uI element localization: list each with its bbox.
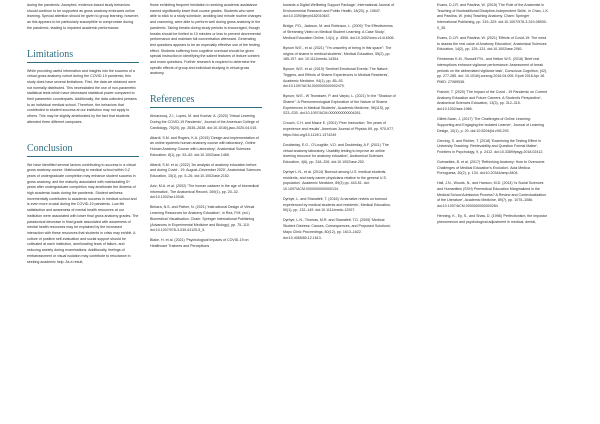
reference-entry: Friedeman K.M., Russell P.N., and Helton W.S. (2016) 'Brief rest interruptions enhance vigilance performance: Assessment of break periods on the abbreviated vigilance task', Conscious Cognition, (42), pp. 277-285. doi: 10.1016/j.concog.2016.04.005. Epub 2016 Apr 16. PMID: 27089538. (437, 57, 548, 85)
reference-entry: Crouch, C.H. and Mazur E. (2001) 'Peer Instruction: Ten years of experience and results', American Journal of Physics 69, pp. 970-977, https://doi.org/10.1119/1.1374249 (283, 121, 395, 137)
column-1 (27, 3, 139, 265)
reference-entry: Dyrbye L.N., et al. (2014) 'Burnout among U.S. medical students, residents, and early career physicians relative to the general U.S. population', Academic Medicine, 89(3) pp. 443-51. doi: 10.1097/ACM.0000000000000134. (283, 169, 387, 192)
reference-entry: Bridge, P.D., Jackson, M. and Robinson, L. (2009) 'The Effectiveness of Streaming Video on Medical Student Learning: A Case Study', Medical Education Online, 14(1), p. 4506. doi:10.3402/meo.v14i.4506. (283, 24, 395, 40)
reference-entry: Evans, D.J.R. and Pawlina, W. (2021) 'Effects of Covid-19: The need to assess the real value of Anatomy Education', Anatomical Sciences Education, 14(2), pp. 129–131. doi:10.1002/ase.2061. (437, 35, 547, 52)
reference-entry: Bynum, W.E., W Teunissen, P. and Varpio, L. (2021) 'In the "Shadow of Shame": A Phenomenological Exploration of the Nature of Shame Experiences in Medical Students', Academic Medicine, 96(11S), pp. S23–S30. doi:10.1097/ACM.0000000000004261. (283, 94, 396, 116)
heading-rule (27, 62, 139, 63)
reference-entry: Aziz, M.A. et al. (2002) 'The human cadaver in the age of biomedical informatics', The Anatomical Record, 269(1), pp. 20–32. doi:10.1002/ar.10046. (150, 184, 259, 200)
reference-entry: Guimarães, B. et al. (2017) 'Rethinking Anatomy: How to Overcome Challenges of Medical Education's Evolution', Acta Médica Portuguesa, 30(2), p. 134. doi:10.20344/amp.8404. (437, 159, 545, 176)
column-3 (283, 3, 396, 246)
reference-entry: Henning, K., Ey, S., and Shaw, D. (1998) 'Perfectionism, the impostor phenomenon and psychological adjustment in medical, dental, (437, 214, 548, 224)
heading-rule (150, 107, 262, 108)
reference-entry: Attardi, S.M. et al. (2022) 'An analysis of anatomy education before and during Covid - 19: August–December 2020', Anatomical Sciences Education, 15(1), pp. 5–26. doi:10.1002/ase.2152. (150, 162, 261, 179)
reference-entry: Doubleday, E.G., O'Loughlin, V.D. and Doubleday, A.F. (2011) 'The virtual anatomy laboratory: Usability testing to improve an online learning resource for anatomy education', Anatomical Sciences Education, 4(6), pp. 318–326. doi:10.1002/ase.252. (283, 142, 389, 164)
reference-entry: Bynum W.E., et al. (2021) '"I'm unworthy of being in this space": The origins of shame in medical students', Medical Education, 55(2), pp. 185-197. doi: 10.1111/medu.14354. (283, 45, 392, 62)
reference-entry: Blake, H. et al. (2021) 'Psychological Impacts of COVID-19 on Healthcare Trainees and Perceptions (150, 238, 249, 248)
column-2 (150, 3, 262, 254)
reference-entry: Almarzooq, Z.I., Lopes, M. and Kochar, A. (2020) 'Virtual Learning During the COVID-19 Pandemic', Journal of the American College of Cardiology, 75(20), pp. 2635–2638. doi:10.1016/j.jacc.2020.04.015. (150, 114, 259, 130)
reference-entry: towards a Digital Wellbeing Support Package', International Journal of Environmental Research and Public Health, 18(20), p. 10647. doi:10.3390/ijerph182010647. (283, 3, 395, 19)
section-heading-limitations: Limitations (27, 48, 74, 60)
section-heading-references: References (150, 94, 195, 106)
paragraph-intro: during the pandemic. Accepted, evidence-based study behaviors should continue to be supported as gross anatomy embraces online learning. Special attention should be given to group learning, however, as this appears to be particularly susceptible to compromise during the pandemic, leading to impaired academic performance. (27, 3, 139, 30)
section-heading-conclusion: Conclusion (27, 142, 73, 154)
reference-entry: Birbara, N.S. and Pather, N. (2021) 'Instructional Design of Virtual Learning Resources for Anatomy Education', in Rea, P.M. (ed.) Biomedical Visualisation. Cham: Springer International Publishing (Advances in Experimental Medicine and Biology), pp. 75–110. doi:10.1007/978-3-030-61125-5_5. (150, 205, 255, 233)
reference-entry: Franchi, T. (2020) 'The Impact of the Covid - 19 Pandemic on Current Anatomy Education and Future Careers: A Student's Perspective', Anatomical Sciences Education, 13(3), pp. 312–315. doi:10.1002/ase.1966. (437, 90, 548, 112)
paragraph-limitations: While providing useful information and insights into the success of a virtual gross anatomy cohort during the COVID-19 pandemic, this study does have several limitations. First, the data we obtained were not normally distributed. This necessitated the use of non-parametric statistical tests which have decreased statistical power compared to their parametric counterparts. Additionally, the data collected pertains to an individual medical school. Therefore, the behaviors that contributed to student success at our institution may not apply to others. This may be slightly ameliorated by the fact that students attended three different campuses. (27, 68, 137, 124)
heading-rule (27, 156, 139, 157)
reference-entry: Greving, S. and Richter, T. (2018) 'Examining the Testing Effect in University Teaching: Retrievability and Question Format Matter', Frontiers in Psychology, 9, p. 2412. doi:10.3389/fpsyg.2018.02412. (437, 138, 544, 154)
reference-entry: Hall, J.N., Woods, N., and Hanson, M.D. (2014) 'Is Social Sciences and Humanities (SSH) Premedical Education Marginalized in the Medical School Admission Process? A Review and Contextualization of the Literature', Academic Medicine, 89(7), pp. 1075–1086. doi:10.1097/ACM.0000000000000284. (437, 181, 547, 209)
reference-entry: Dyrbye, L.N., Thomas, M.R. and Shanafelt, T.D. (2005) 'Medical Student Distress: Causes, Consequences, and Proposed Solutions', Mayo Clinic Proceedings, 80(12), pp. 1613–1622. doi:10.4065/80.12.1613. (283, 218, 392, 240)
reference-entry: Bynum, W.E. et al. (2019) 'Sentinel Emotional Events: The Nature, Triggers, and Effects of Shame Experiences in Medical Residents', Academic Medicine, 94(1), pp. 85–93. doi:10.1097/ACM.0000000000002479. (283, 67, 389, 89)
reference-entry: Attardi, S.M. and Rogers, K.A. (2015) 'Design and implementation of an online systemic human anatomy course with laboratory', Online Human Anatomy Course with Laboratory', Anatomical Sciences Education, 8(1), pp. 53–62. doi:10.1002/ase.1465. (150, 135, 259, 157)
reference-entry: Gillett-Swan, J. (2017) 'The Challenges of Online Learning: Supporting and Engaging the Isolated Learner', Journal of Learning Design, 10(1), p. 20. doi:10.5204/jld.v9i3.293. (437, 117, 544, 133)
reference-entry: Dyrbye, L. and Shanafelt, T. (2016) 'A narrative review on burnout experienced by medical students and residents', Medical Education, 50(1), pp. 132–149. doi:10.1111/medu.12927. (283, 197, 391, 213)
column-4 (437, 3, 549, 230)
paragraph-conclusion: We have identified several factors contributing to success in a virtual gross anatomy course. Matriculating to medical school within 0-2 years of undergraduate completion may enhance student success in gross anatomy, and the maturity associated with matriculating 5+ years after undergraduate completion may ameliorate the distress of high academic loads during the pandemic. Student wellness incrementally contributes to academic success in medical school and is even more crucial during the COVID-19 pandemic. Low life satisfaction and awareness of mental health resources at our institution were associated with lower final gross anatomy grades. The paradoxical decrease in final grade associated with awareness of mental health resources may be explained by the increased interaction with these resources that students in crisis may exhibit. A culture of positive self-evaluation and social support should be cultivated at each institution, ameliorating fears of failure, and reducing anxiety during examinations. Additionally, feelings of embarrassment or visual isolation may contribute to reluctance in seeking academic help. As a result, (27, 162, 139, 264)
paragraph-intro: those exhibiting frequent hesitation to seeking academic assistance earned significantly lower final course grades. Students who were able to stick to a study schedule, avoiding last minute routine changes and cramming, were able to perform well during gross anatomy in the pandemic. Taking breaks during study periods is encouraged, though breaks should be limited to 10 minutes or less to prevent decremental performance and maintain full concentration afterward. Generating test questions appears to be an especially effective use of the testing effect. Students suffering from cognitive overload should be given special instruction in identifying the salient features of lecture content and exam questions. Further research is required to determine the specific effects of group and individual studying in virtual gross anatomy. (150, 3, 262, 76)
reference-entry: Evans, D.J.R. and Pawlina, W. (2015) 'The Role of the Anatomist in Teaching of Nontraditional Discipline-Independent Skills', in Chan, L.K. and Pawlina, W. (eds) Teaching Anatomy. Cham: Springer International Publishing, pp. 319–329. doi:10.1007/978-3-319-08930-0_35. (437, 3, 549, 30)
